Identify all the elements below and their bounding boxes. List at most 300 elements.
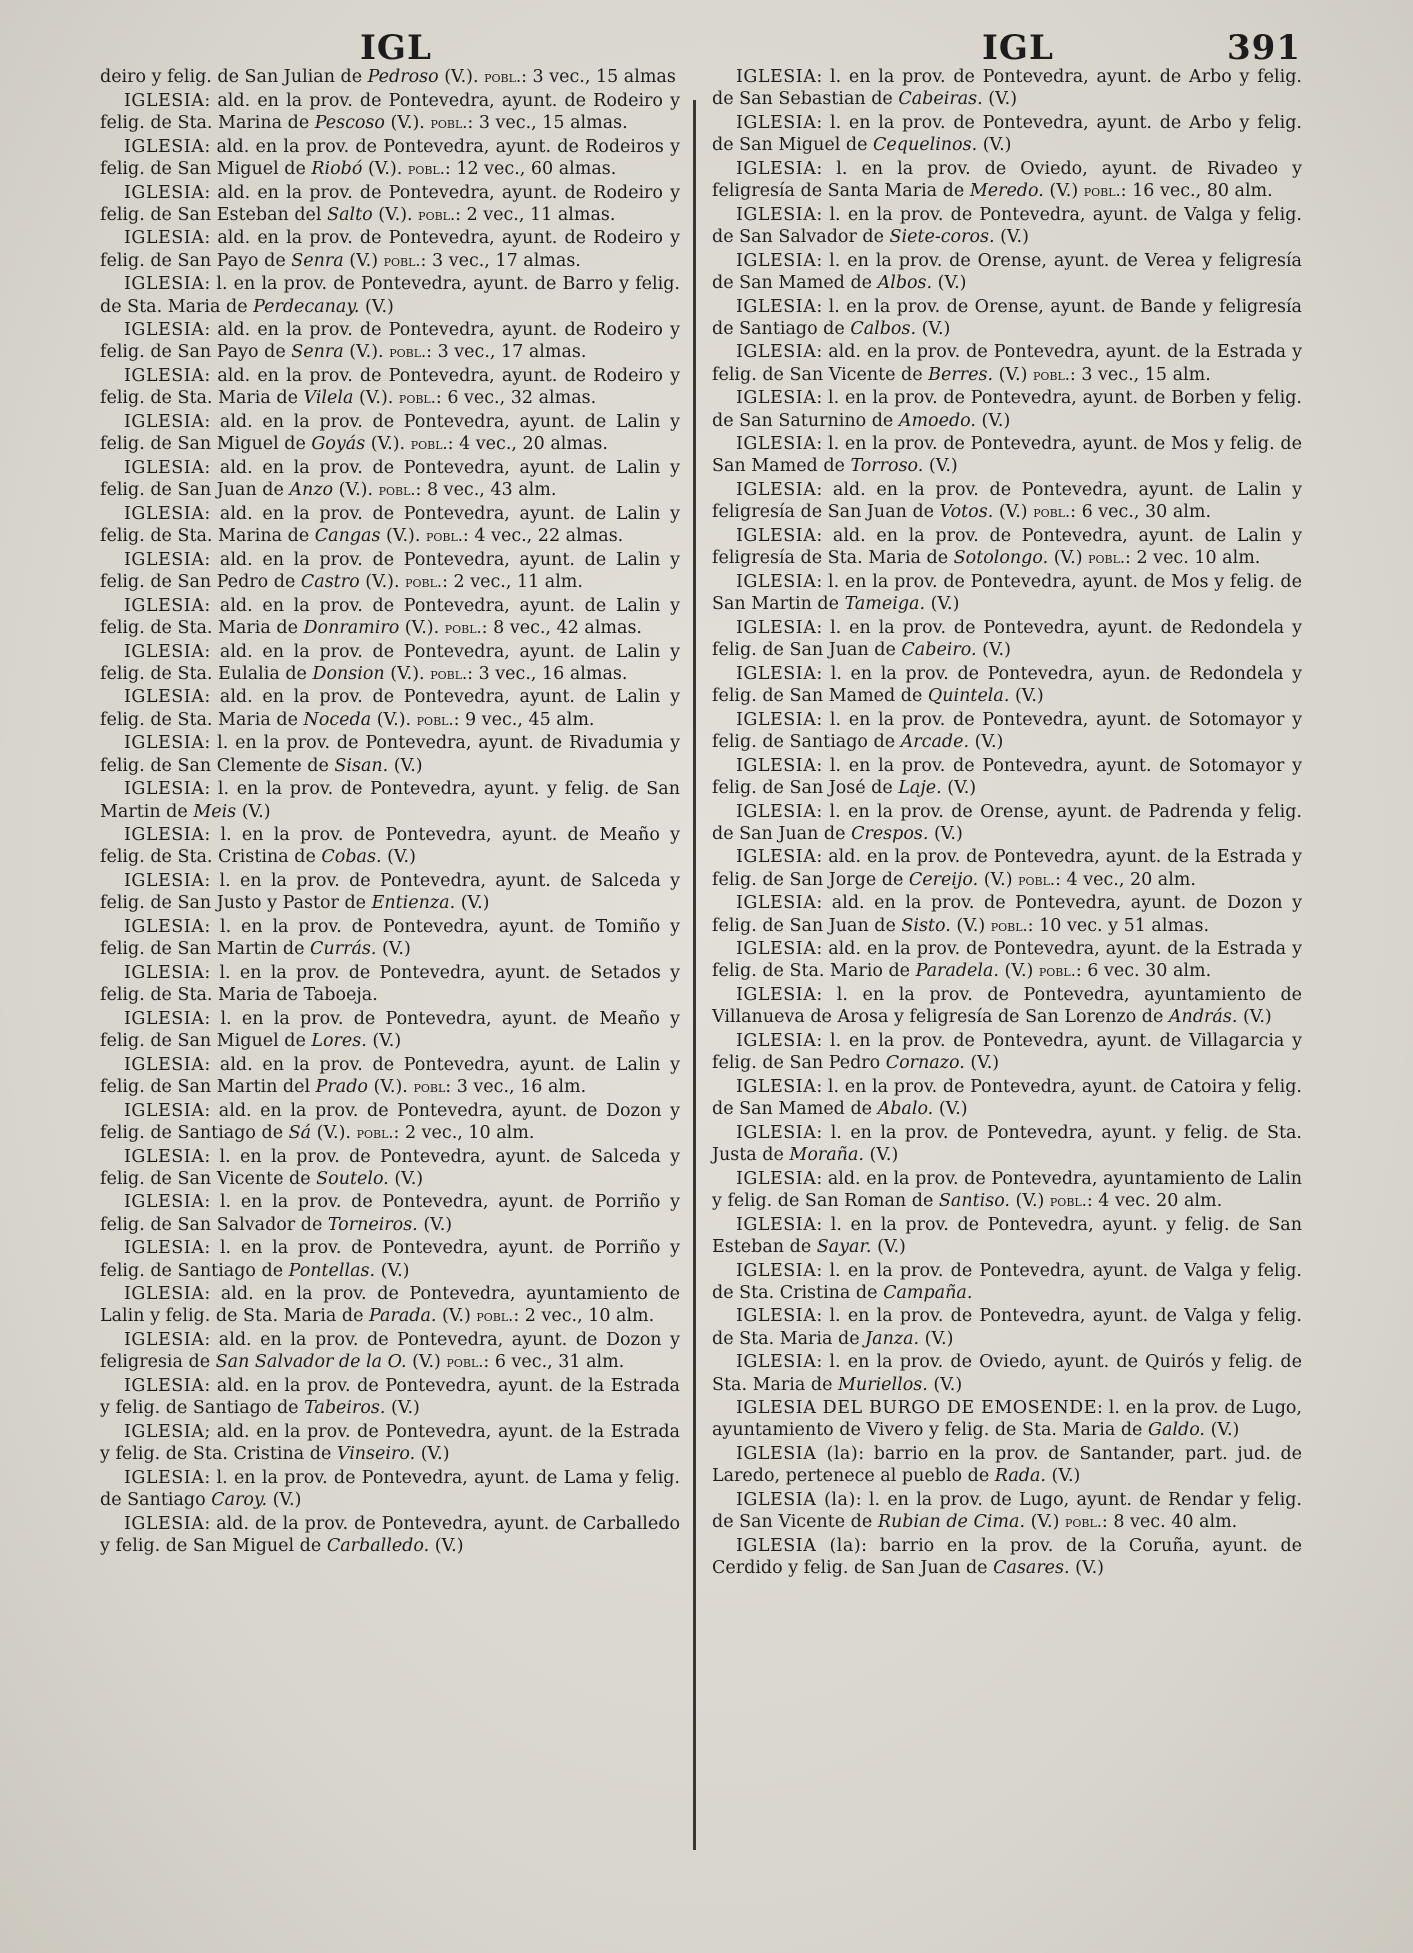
entry-text: : l. en la prov. de Orense, ayunt. de Verea y feligresía de San Mamed de <box>712 250 1302 293</box>
dictionary-entry <box>712 892 1302 936</box>
dictionary-entry <box>712 755 1302 799</box>
entry-headword: IGLESIA <box>124 1008 205 1029</box>
entry-text-ref: (V.) <box>978 869 1019 890</box>
dictionary-entry <box>100 732 680 776</box>
dictionary-entry <box>100 66 680 88</box>
parish-name: Anzo <box>289 480 334 501</box>
entry-text-ref: (V.) <box>969 731 1004 752</box>
parish-name: Cangas <box>314 526 381 547</box>
parish-name: Soutelo. <box>316 1168 389 1189</box>
parish-name: Senra <box>291 342 344 363</box>
parish-name: Sá <box>288 1122 312 1143</box>
entry-text-ref: (V.) <box>932 272 967 293</box>
parish-name: Vilela <box>303 388 354 409</box>
parish-name: Senra <box>291 250 344 271</box>
population-label: pobl. <box>430 112 468 132</box>
dictionary-entry <box>100 457 680 501</box>
entry-headword: IGLESIA <box>124 228 205 249</box>
population-count: : 12 vec., 60 almas. <box>444 158 617 179</box>
left-column <box>100 66 680 1559</box>
entry-text-ref: (V.) <box>993 502 1034 523</box>
population-count: : 3 vec., 15 almas. <box>467 112 628 133</box>
entry-text-ref: (V.) <box>863 1145 899 1166</box>
entry-text: : ald. en la prov. de Pontevedra, ayunt. de Rodeiro y felig. de San Esteban del <box>100 182 680 225</box>
dictionary-entry <box>712 1076 1302 1120</box>
entry-text-ref: (V.). <box>343 342 390 363</box>
dictionary-entry <box>100 1146 680 1190</box>
entry-headword: IGLESIA <box>736 939 817 960</box>
dictionary-entry <box>100 227 680 271</box>
parish-name: Rubian de Cima. <box>877 1512 1026 1533</box>
parish-name: Sisto. <box>901 915 951 936</box>
page-number: 391 <box>1227 28 1301 68</box>
entry-text-ref: (V.) <box>1025 1512 1065 1533</box>
parish-name: Noceda <box>303 709 372 730</box>
population-count: : 6 vec., 32 almas. <box>435 388 597 409</box>
population-count: : 6 vec. 30 alm. <box>1075 961 1212 982</box>
parish-name: Castro <box>300 571 360 592</box>
entry-headword: IGLESIA <box>124 1146 205 1167</box>
entry-text: : l. en la prov. de Pontevedra, ayunt. de Valga y felig. de Sta. Cristina de <box>712 1260 1302 1303</box>
population-count: : 2 vec., 10 alm. <box>393 1122 535 1143</box>
dictionary-entry <box>712 1489 1302 1533</box>
entry-text: : barrio en la prov. de Santander, part. jud. de Laredo, pertenece al pueblo de <box>712 1444 1303 1487</box>
entry-headword: IGLESIA <box>124 825 205 846</box>
entry-text-ref: (V.) <box>388 755 423 776</box>
population-label: pobl. <box>410 434 448 454</box>
entry-text-ref: (V.) <box>941 777 977 798</box>
entry-text-ref: (V.) <box>385 1398 420 1419</box>
parish-name: Pescoso <box>314 112 385 133</box>
entry-text-ref: (V.) <box>1009 1190 1050 1211</box>
parish-name: Pontellas. <box>288 1260 376 1281</box>
entry-headword: IGLESIA <box>124 457 205 478</box>
parish-name: Prado <box>315 1076 368 1097</box>
right-running-header: IGL <box>982 28 1054 68</box>
parish-name: Torroso. <box>850 456 924 477</box>
entry-headword: IGLESIA <box>124 687 205 708</box>
entry-headword: IGLESIA <box>124 1284 205 1305</box>
entry-text: : l. en la prov. de Pontevedra, ayunt. de Sotomayor y felig. de San José de <box>712 755 1302 798</box>
parish-name: Quintela. <box>927 685 1010 706</box>
parish-name: Cereijo. <box>908 869 979 890</box>
dictionary-entry <box>712 525 1302 569</box>
dictionary-entry <box>712 1030 1302 1074</box>
entry-headword: IGLESIA <box>736 434 817 455</box>
entry-headword: IGLESIA <box>124 871 205 892</box>
entry-text-ref: (V.) <box>933 1099 968 1120</box>
entry-text: : ald. en la prov. de Pontevedra, ayunt. de Lalin y felig. de San Martin del <box>100 1054 680 1097</box>
entry-text-ref: (V.) <box>982 89 1018 110</box>
entry-text: : ald. en la prov. de Pontevedra, ayunt. de la Estrada y felig. de Santiago de <box>100 1376 680 1419</box>
entry-text: : l. en la prov. de Orense, ayunt. de Padrenda y felig. de San Juan de <box>712 801 1302 844</box>
entry-text: : ald. en la prov. de Pontevedra, ayunt. de Dozon y felig. de Santiago de <box>100 1100 680 1143</box>
entry-text: : l. en la prov. de Pontevedra, ayunt. de Arbo y felig. de San Miguel de <box>712 112 1302 156</box>
parish-name: András. <box>1168 1007 1238 1028</box>
population-count: : 6 vec., 30 alm. <box>1070 502 1212 523</box>
dictionary-entry <box>712 1168 1302 1212</box>
entry-text: : ald. en la prov. de Pontevedra, ayunt. de la Estrada y felig. de Sta. Mario de <box>712 939 1302 982</box>
entry-headword: IGLESIA <box>124 1513 205 1534</box>
entry-headword: IGLESIA <box>736 801 817 822</box>
entry-headword: IGLESIA <box>124 1376 205 1397</box>
entry-headword: IGLESIA <box>736 296 817 317</box>
entry-text: : ald. en la prov. de Pontevedra, ayunt. de Lalin y feligresía de Sta. Maria de <box>712 526 1302 569</box>
entry-text: : ald. en la prov. de Pontevedra, ayunt. de la Estrada y felig. de San Jorge de <box>712 847 1302 890</box>
population-label: pobl. <box>1049 1190 1087 1210</box>
dictionary-entry <box>712 1351 1302 1395</box>
entry-text: : l. en la prov. de Pontevedra, ayunt. de Valga y felig. de San Salvador de <box>712 204 1302 247</box>
entry-text: : l. en la prov. de Pontevedra, ayunt. de Meaño y felig. de Sta. Cristina de <box>100 825 680 868</box>
parish-name: Lores. <box>311 1031 367 1052</box>
entry-text-ref: (V.) <box>359 296 394 317</box>
dictionary-entry <box>100 641 680 685</box>
entry-text-ref: (V.) <box>928 823 963 844</box>
population-label: pobl. <box>356 1122 394 1142</box>
dictionary-entry <box>712 617 1302 661</box>
entry-text: : ald. en la prov. de Pontevedra, ayunt. de Lalin y felig. de Sta. Maria de <box>100 687 680 730</box>
entry-text-ref: (V.). <box>353 388 399 409</box>
population-label: pobl. <box>407 158 445 178</box>
entry-headword: IGLESIA <box>736 526 817 547</box>
entry-headword: IGLESIA <box>124 182 205 203</box>
population-count: : 4 vec., 20 almas. <box>447 434 608 455</box>
parish-name: Currás. <box>310 939 377 960</box>
population-count: : 4 vec. 20 alm. <box>1086 1190 1223 1211</box>
entry-text: : l. en la prov. de Pontevedra, ayunt. de Valga y felig. de Sta. Maria de <box>712 1306 1302 1349</box>
entry-text-ref: (V.) <box>236 801 271 822</box>
entry-text-ref: (V.). <box>372 204 419 225</box>
entry-headword: IGLESIA <box>124 779 205 800</box>
population-count: : 8 vec. 40 alm. <box>1101 1512 1238 1533</box>
entry-text-ref: (V.) <box>381 847 416 868</box>
dictionary-entry <box>100 870 680 914</box>
entry-text: : ald. en la prov. de Pontevedra, ayuntamiento de Lalin y felig. de San Roman de <box>712 1168 1302 1211</box>
entry-text-ref: (V.) <box>923 456 958 477</box>
column-divider <box>693 100 696 1850</box>
population-count: : 4 vec., 22 almas. <box>462 526 624 547</box>
entry-headword: IGLESIA <box>124 733 205 754</box>
dictionary-entry <box>712 250 1302 294</box>
entry-headword: IGLESIA <box>736 1214 817 1235</box>
entry-headword: IGLESIA <box>736 1076 817 1097</box>
parish-name: Casares. <box>993 1558 1070 1579</box>
entry-headword: IGLESIA <box>124 595 205 616</box>
population-count: : 2 vec., 11 alm. <box>442 571 583 592</box>
entry-headword: IGLESIA <box>124 412 205 433</box>
population-count: : 3 vec., 17 almas. <box>426 342 587 363</box>
entry-text: : l. en la prov. de Pontevedra, ayunt. de Lama y felig. de Santiago <box>100 1467 680 1511</box>
entry-text-ref: (V.). <box>359 571 406 592</box>
entry-text-ref: (V.) <box>1045 1466 1081 1487</box>
entry-text-ref: (V.) <box>429 1536 464 1556</box>
entry-text: : l. en la prov. de Orense, ayunt. de Bande y feligresía de Santiago de <box>712 296 1302 339</box>
population-count: : 2 vec., 11 almas. <box>455 204 616 225</box>
entry-headword: IGLESIA <box>736 893 817 914</box>
entry-text-ref: (V.) <box>993 364 1033 385</box>
entry-text: : l. en la prov. de Pontevedra, ayun. de Redondela y felig. de San Mamed de <box>712 663 1302 706</box>
entry-text: : ald. en la prov. de Pontevedra, ayunt. de Lalin y felig. de Sta. Eulalia de <box>100 641 680 684</box>
entry-headword: IGLESIA <box>736 388 817 409</box>
entry-text: : l. en la prov. de Pontevedra, ayunt. de Arbo y felig. de San Sebastian de <box>712 67 1302 110</box>
entry-text: : ald. en la prov. de Pontevedra, ayunt. de Lalin y felig. de San Miguel de <box>100 412 680 455</box>
entry-text-ref: (V.). <box>384 663 431 684</box>
entry-headword: IGLESIA <box>736 480 817 501</box>
parish-name: Janza. <box>865 1328 920 1349</box>
parish-name: Cobas. <box>321 847 382 868</box>
entry-headword: IGLESIA <box>736 1260 817 1281</box>
parish-name: Santiso. <box>938 1190 1010 1211</box>
parish-name: Cabeiro. <box>901 640 977 661</box>
dictionary-entry <box>712 158 1302 202</box>
entry-text-ref: (V.) <box>927 1374 963 1395</box>
left-running-header: IGL <box>360 28 432 68</box>
dictionary-entry <box>712 709 1302 753</box>
entry-text: : barrio en la prov. de la Coruña, ayunt. de Cerdido y felig. de San Juan de <box>712 1536 1303 1579</box>
entry-text-ref: (V.) <box>998 961 1039 982</box>
parish-name: Parada. <box>369 1306 437 1327</box>
entry-headword: IGLESIA <box>124 1330 205 1351</box>
parish-name: Cequelinos. <box>873 135 978 156</box>
entry-text: : l. en la prov. de Pontevedra, ayunt. de Rivadumia y felig. de San Clemente de <box>100 733 680 776</box>
parish-name: Siete-coros. <box>889 226 995 247</box>
dictionary-entry <box>100 778 680 822</box>
entry-text: : l. en la prov. de Pontevedra, ayunt. de Barro y felig. de Sta. Maria de <box>100 274 680 317</box>
entry-text-ref: (V.) <box>919 1328 954 1349</box>
entry-text: : l. en la prov. de Pontevedra, ayunt. de Sotomayor y felig. de Santiago de <box>712 709 1302 752</box>
entry-text-ref: (V.) <box>343 250 384 271</box>
dictionary-entry <box>100 1513 680 1557</box>
entry-headword: IGLESIA <box>124 1421 205 1442</box>
entry-text-ref: (V.). <box>311 1122 357 1143</box>
dictionary-entry <box>712 1535 1302 1579</box>
entry-headword: IGLESIA <box>736 1031 817 1052</box>
entry-text-ref: (V.) <box>925 594 960 615</box>
dictionary-entry <box>712 1122 1302 1166</box>
population-label: pobl. <box>425 526 463 546</box>
entry-headword: IGLESIA <box>736 250 817 271</box>
dictionary-entry <box>100 1054 680 1098</box>
entry-text-ref: (V.) <box>375 1260 410 1281</box>
population-label: pobl. <box>1032 364 1070 384</box>
parish-name: Berres. <box>928 364 994 385</box>
parish-name: Torneiros. <box>327 1214 418 1235</box>
entry-headword: IGLESIA <box>124 917 205 938</box>
entry-text-ref: (V.). <box>362 158 408 179</box>
entry-text-ref: (V.). <box>380 526 426 547</box>
entry-headword: IGLESIA <box>736 342 817 363</box>
population-count: : 9 vec., 45 alm. <box>453 709 595 730</box>
entry-text-ref: (V.) <box>871 1236 906 1257</box>
population-count: : 4 vec., 20 alm. <box>1055 869 1196 890</box>
entry-text: : l. en la prov. de Pontevedra, ayunt. de Mos y felig. de San Martin de <box>712 571 1302 615</box>
entry-headword: IGLESIA <box>124 320 205 341</box>
entry-text-ref: (V.) <box>1043 181 1084 202</box>
entry-headword: IGLESIA <box>124 1100 205 1121</box>
parish-name: San Salvador de la O. <box>215 1352 407 1373</box>
dictionary-entry <box>712 341 1302 385</box>
dictionary-entry <box>100 365 680 409</box>
entry-headword: IGLESIA <box>124 549 205 570</box>
entry-text: : l. en la prov. de Pontevedra, ayunt. de Mos y felig. de San Mamed de <box>712 434 1302 477</box>
parish-name: Pedroso <box>367 67 439 87</box>
parish-name: Meis <box>193 801 237 822</box>
entry-headword: IGLESIA <box>124 1238 205 1259</box>
parish-name: Albos. <box>877 272 933 293</box>
population-label: pobl. <box>1064 1512 1102 1532</box>
entry-text: : ald. en la prov. de Pontevedra, ayunt. de Rodeiro y felig. de Sta. Marina de <box>100 90 680 133</box>
entry-text: : l. en la prov. de Pontevedra, ayunt. de Meaño y felig. de San Miguel de <box>100 1008 680 1052</box>
dictionary-entry <box>100 411 680 455</box>
entry-headword: IGLESIA DEL BURGO DE EMOSENDE <box>736 1398 1097 1419</box>
entry-text: : l. en la prov. de Pontevedra, ayuntamiento de Villanueva de Arosa y feligresía de San Lorenzo de <box>712 985 1302 1028</box>
entry-headword: IGLESIA <box>736 755 817 776</box>
population-label: pobl. <box>1018 869 1056 889</box>
entry-headword: IGLESIA <box>736 1306 817 1327</box>
entry-text-ref: (V.) <box>964 1053 1000 1074</box>
entry-text: deiro y felig. de San Julian de <box>100 67 368 87</box>
parish-name: Cornazo. <box>885 1053 965 1074</box>
entry-text-ref: (V.) <box>267 1490 302 1511</box>
entry-text: : ald. en la prov. de Pontevedra, ayunt. de Lalin y felig. de San Pedro de <box>100 549 680 592</box>
dictionary-entry <box>100 1421 680 1465</box>
parish-name: Moraña. <box>789 1145 864 1166</box>
entry-headword: IGLESIA <box>736 204 817 225</box>
entry-text: : ald. en la prov. de Pontevedra, ayuntamiento de Lalin y felig. de Sta. Maria de <box>100 1284 680 1327</box>
population-label: pobl. <box>389 342 427 362</box>
parish-name: Crespos. <box>851 823 929 844</box>
entry-text: : l. en la prov. de Pontevedra, ayunt. de Setados y felig. de Sta. Maria de Taboeja. <box>100 962 680 1006</box>
entry-headword: IGLESIA (la) <box>736 1490 856 1511</box>
entry-headword: IGLESIA <box>124 1467 205 1488</box>
entry-text-ref: (V.) <box>366 1031 402 1052</box>
entry-headword: IGLESIA <box>736 617 817 638</box>
dictionary-entry <box>100 182 680 226</box>
entry-text: ; ald. en la prov. de Pontevedra, ayunt. de la Estrada y felig. de Sta. Cristina de <box>100 1421 680 1465</box>
entry-text: : l. en la prov. de Pontevedra, ayunt. de Catoira y felig. de San Mamed de <box>712 1076 1302 1120</box>
parish-name: Entienza. <box>371 893 456 914</box>
entry-text: : ald. en la prov. de Pontevedra, ayunt. de Lalin y felig. de San Juan de <box>100 457 680 501</box>
population-label: pobl. <box>383 250 421 270</box>
parish-name: Meredo. <box>969 181 1044 202</box>
entry-headword: IGLESIA <box>736 571 817 592</box>
entry-text-ref: (V.). <box>384 112 431 133</box>
entry-text-ref: (V.) <box>417 1214 453 1235</box>
population-count: : 16 vec., 80 alm. <box>1120 181 1273 202</box>
dictionary-entry <box>712 204 1302 248</box>
entry-text-ref: (V.) <box>455 893 490 914</box>
entry-text-ref: (V.) <box>388 1168 424 1189</box>
entry-text: : l. en la prov. de Oviedo, ayunt. de Rivadeo y feligresía de Santa Maria de <box>712 158 1302 202</box>
entry-headword: IGLESIA <box>736 158 817 179</box>
population-count: : 8 vec., 43 alm. <box>415 480 557 501</box>
dictionary-entry <box>712 663 1302 707</box>
parish-name: Muriellos. <box>838 1374 928 1395</box>
entry-text: : l. en la prov. de Pontevedra, ayunt. de Porriño y felig. de San Salvador de <box>100 1192 680 1235</box>
dictionary-entry <box>712 479 1302 523</box>
dictionary-entry <box>712 801 1302 845</box>
entry-text: : l. en la prov. de Pontevedra, ayunt. de Villagarcia y felig. de San Pedro <box>712 1031 1302 1074</box>
population-label: pobl. <box>1038 961 1076 981</box>
parish-name: Sayar. <box>816 1236 872 1257</box>
parish-name: Perdecanay. <box>253 296 360 317</box>
dictionary-entry <box>100 1191 680 1235</box>
parish-name: Cabeiras. <box>898 89 983 110</box>
population-label: pobl. <box>378 480 416 500</box>
dictionary-entry <box>100 549 680 593</box>
entry-text-ref: (V.). <box>367 1076 414 1097</box>
entry-text-ref: (V.) <box>1205 1420 1240 1441</box>
population-label: pobl. <box>446 1352 484 1372</box>
entry-headword: IGLESIA <box>736 847 817 868</box>
entry-text-ref: (V.) <box>415 1444 450 1465</box>
dictionary-entry <box>100 686 680 730</box>
parish-name: Rada. <box>994 1466 1046 1487</box>
right-column <box>712 66 1302 1581</box>
parish-name: Goyás <box>311 434 366 455</box>
dictionary-entry <box>712 938 1302 982</box>
entry-text: : ald. de la prov. de Pontevedra, ayunt. de Carballedo y felig. de San Miguel de <box>100 1513 680 1556</box>
dictionary-entry <box>712 1260 1302 1304</box>
dictionary-entry <box>712 1443 1302 1487</box>
entry-headword: IGLESIA <box>736 709 817 730</box>
dictionary-entry <box>712 984 1302 1028</box>
entry-headword: IGLESIA <box>736 1122 817 1143</box>
population-count: : 10 vec. y 51 almas. <box>1027 915 1210 936</box>
population-label: pobl. <box>990 915 1028 935</box>
dictionary-entry <box>100 319 680 363</box>
dictionary-entry <box>712 1214 1302 1258</box>
entry-text: : l. en la prov. de Pontevedra, ayunt. de Redondela y felig. de San Juan de <box>712 617 1302 661</box>
entry-text: : ald. en la prov. de Pontevedra, ayunt. de Rodeiro y felig. de Sta. Maria de <box>100 366 680 409</box>
population-count: : 2 vec., 10 alm. <box>513 1306 655 1327</box>
entry-text: : l. en la prov. de Lugo, ayunt. de Rendar y felig. de San Vicente de <box>712 1490 1302 1533</box>
dictionary-entry <box>100 1283 680 1327</box>
population-count: : 3 vec., 16 almas. <box>467 663 628 684</box>
entry-text-ref: (V.) <box>916 318 951 339</box>
entry-text: : ald. en la prov. de Pontevedra, ayunt. de Dozon y feligresia de <box>100 1330 680 1373</box>
entry-text-ref: (V.). <box>333 480 379 501</box>
dictionary-entry <box>100 824 680 868</box>
population-label: pobl. <box>416 709 454 729</box>
entry-text: : ald. en la prov. de Pontevedra, ayunt. de Dozon y felig. de San Juan de <box>712 893 1302 936</box>
dictionary-entry <box>100 1100 680 1144</box>
dictionary-entry <box>712 1305 1302 1349</box>
entry-text: : l. en la prov. de Pontevedra, ayunt. de Salceda y felig. de San Vicente de <box>100 1146 680 1189</box>
dictionary-entry <box>712 387 1302 431</box>
dictionary-entry <box>100 1375 680 1419</box>
entry-headword: IGLESIA <box>736 67 817 87</box>
entry-headword: IGLESIA <box>736 1168 817 1189</box>
population-label: pobl. <box>1088 548 1126 568</box>
parish-name: Caroy. <box>211 1490 268 1511</box>
parish-name: Sotolongo. <box>953 548 1049 569</box>
entry-headword: IGLESIA <box>124 1054 205 1075</box>
entry-text-ref: (V.) <box>376 939 411 960</box>
entry-text: : l. en la prov. de Oviedo, ayunt. de Quirós y felig. de Sta. Maria de <box>712 1352 1302 1395</box>
dictionary-entry <box>712 112 1302 156</box>
population-label: pobl. <box>418 204 456 224</box>
population-label: pobl. <box>476 1306 514 1326</box>
entry-text-ref: (V.) <box>994 226 1029 247</box>
entry-text-ref: (V.) <box>406 1352 447 1373</box>
entry-text-ref: (V.) <box>1237 1007 1272 1028</box>
entry-text: : ald. en la prov. de Pontevedra, ayunt. de Lalin y felig. de Sta. Marina de <box>100 503 680 547</box>
entry-text: : l. en la prov. de Pontevedra, ayunt. de Tomiño y felig. de San Martin de <box>100 917 680 960</box>
entry-text-ref: (V.) <box>976 640 1011 661</box>
parish-name: Sisan. <box>334 755 389 776</box>
entry-text: : ald. en la prov. de Pontevedra, ayunt. de Lalin y felig. de Sta. Maria de <box>100 595 680 638</box>
